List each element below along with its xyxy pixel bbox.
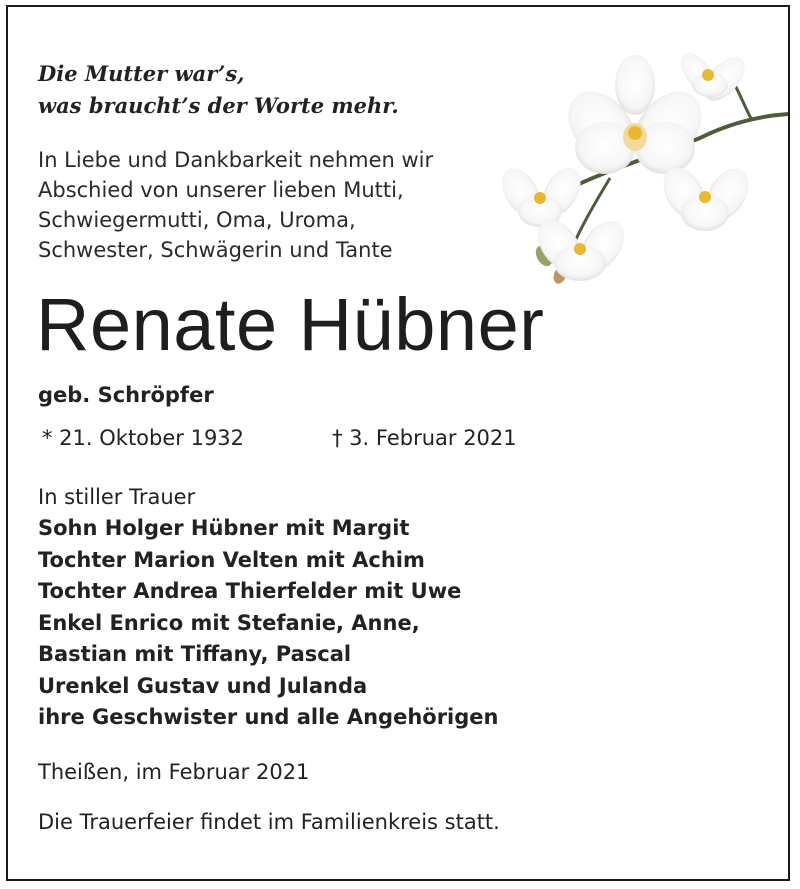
- birth-name: geb. Schröpfer: [38, 383, 214, 407]
- motto-line-1: Die Mutter war’s,: [38, 61, 245, 86]
- death-date: † 3. Februar 2021: [332, 426, 517, 450]
- mourner-line-7: ihre Geschwister und alle Angehörigen: [38, 705, 499, 729]
- mourner-line-2: Tochter Marion Velten mit Achim: [38, 548, 425, 572]
- intro-line-1: In Liebe und Dankbarkeit nehmen wir: [38, 148, 434, 172]
- funeral-note: Die Trauerfeier findet im Familienkreis statt.: [38, 810, 500, 834]
- birth-date: * 21. Oktober 1932: [42, 426, 245, 450]
- mourner-line-4: Enkel Enrico mit Stefanie, Anne,: [38, 611, 420, 635]
- mourners-heading: In stiller Trauer: [38, 485, 196, 509]
- place-and-date: Theißen, im Februar 2021: [38, 760, 310, 784]
- mourner-line-5: Bastian mit Tiffany, Pascal: [38, 642, 352, 666]
- intro-line-3: Schwiegermutti, Oma, Uroma,: [38, 208, 356, 232]
- orchid-icon: [500, 28, 790, 293]
- motto-line-2: was braucht’s der Worte mehr.: [38, 93, 399, 118]
- mourner-line-3: Tochter Andrea Thierfelder mit Uwe: [38, 579, 462, 603]
- deceased-name: Renate Hübner: [36, 283, 545, 366]
- mourner-line-6: Urenkel Gustav und Julanda: [38, 674, 368, 698]
- intro-line-2: Abschied von unserer lieben Mutti,: [38, 178, 404, 202]
- intro-line-4: Schwester, Schwägerin und Tante: [38, 238, 393, 262]
- mourner-line-1: Sohn Holger Hübner mit Margit: [38, 516, 410, 540]
